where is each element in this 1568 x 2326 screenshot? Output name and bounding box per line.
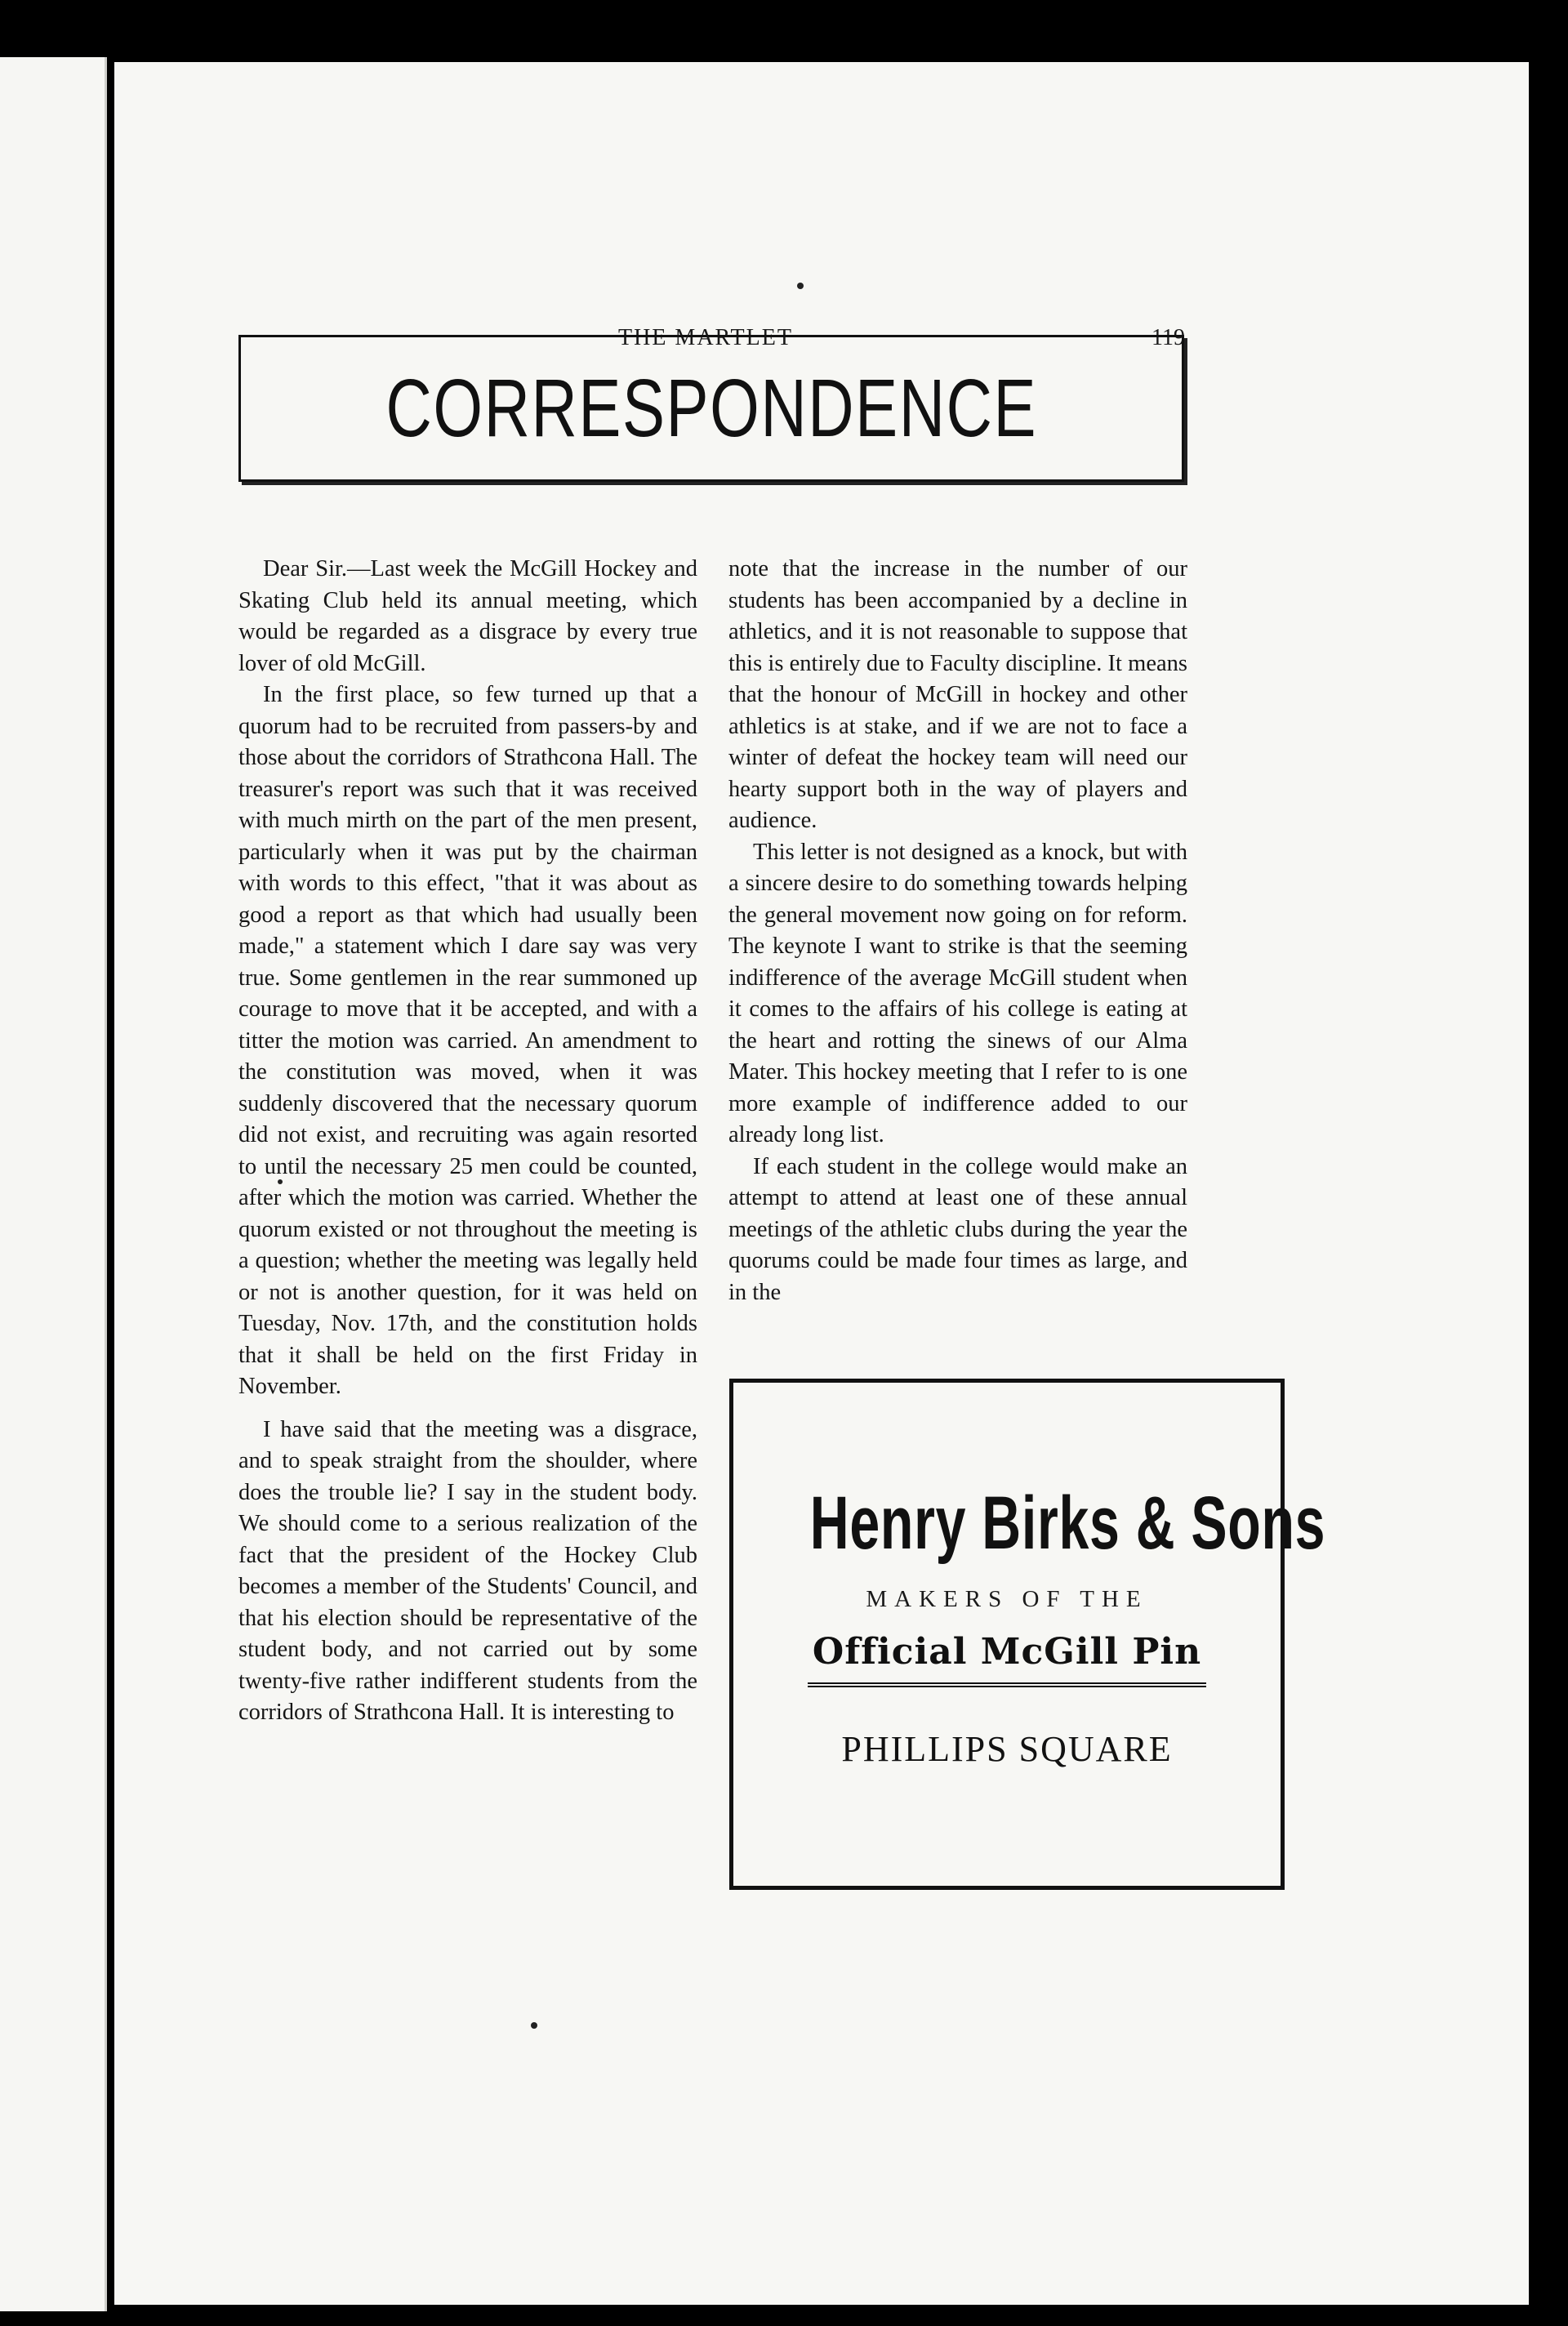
advertised-product: Official McGill Pin [808,1631,1206,1687]
ink-speck [278,1179,283,1184]
advertisement-box [729,1379,1326,1890]
letter-column-right [728,554,1187,1308]
letter-paragraph: I have said that the meeting was a disgrace, and to speak straight from the shoulder, where does the trouble lie? I say in the student body. We should come to a serious realization of the fact that the president of the Hockey Club becomes a member of the Students' Council, and that his election should be representative of the student body, and not carried out by some twenty-five rather indifferent students from the corridors of Strathcona Hall. It is interesting to [238,1416,697,1725]
letter-paragraph: In the first place, so few turned up that a quorum had to be recruited from passers-by and those about the corridors of Strathcona Hall. The treasurer's report was such that it was received with much mirth on the part of the men present, particularly when it was put by the chairman with words to this effect, "that it was about as good a report as that which had usually been made," a statement which I dare say was very true. Some gentlemen in the rear summoned up courage to move that it be accepted, and with a titter the motion was carried. An amendment to the constitution was moved, when it was suddenly discovered that the necessary quorum did not exist, and recruiting was again resorted to until the necessary 25 men could be counted, after which the motion was carried. Whether the quorum existed or not throughout the meeting is a question; whether the meeting was legally held or not is another question, for it was held on Tuesday, Nov. 17th, and the constitution holds that it shall be held on the first Friday in November. [238,682,697,1399]
ink-speck [531,2022,537,2029]
section-title: CORRESPONDENCE [385,362,1037,454]
page-number: 119 [1152,325,1185,350]
letter-paragraph: This letter is not designed as a knock, but with a sincere desire to do something towards helping the general movement now going on for reform. The keynote I want to strike is that the seeming indifference of the average McGill student when it comes to the affairs of his college is eating at the heart and rotting the sinews of our Alma Mater. This hockey meeting that I refer to is one more example of indifference added to our already long list. [728,839,1187,1147]
letter-paragraph: note that the increase in the number of our students has been accompanied by a decline in athletics, and it is not reasonable to suppose that this is entirely due to Faculty discipline. It means that the honour of McGill in hockey and other athletics is at stake, and if we are not to face a winter of defeat the hockey team will need our hearty support both in the way of players and audience. [728,556,1187,833]
advertisement-tagline: MAKERS OF THE [866,1586,1148,1612]
advertiser-address: PHILLIPS SQUARE [841,1729,1173,1769]
letter-paragraph: Dear Sir.—Last week the McGill Hockey and Skating Club held its annual meeting, which would be regarded as a disgrace by every true lover of old McGill. [238,556,697,676]
letter-paragraph: If each student in the college would make an attempt to attend at least one of these annual meetings of the athletic clubs during the year the quorums could be made four times as large, and in the [728,1153,1187,1305]
ink-speck [797,283,804,289]
running-title: THE MARTLET [618,325,793,350]
letter-column-left [238,554,697,1729]
section-title-box [238,335,1184,482]
advertiser-name: Henry Birks & Sons [809,1482,1326,1565]
